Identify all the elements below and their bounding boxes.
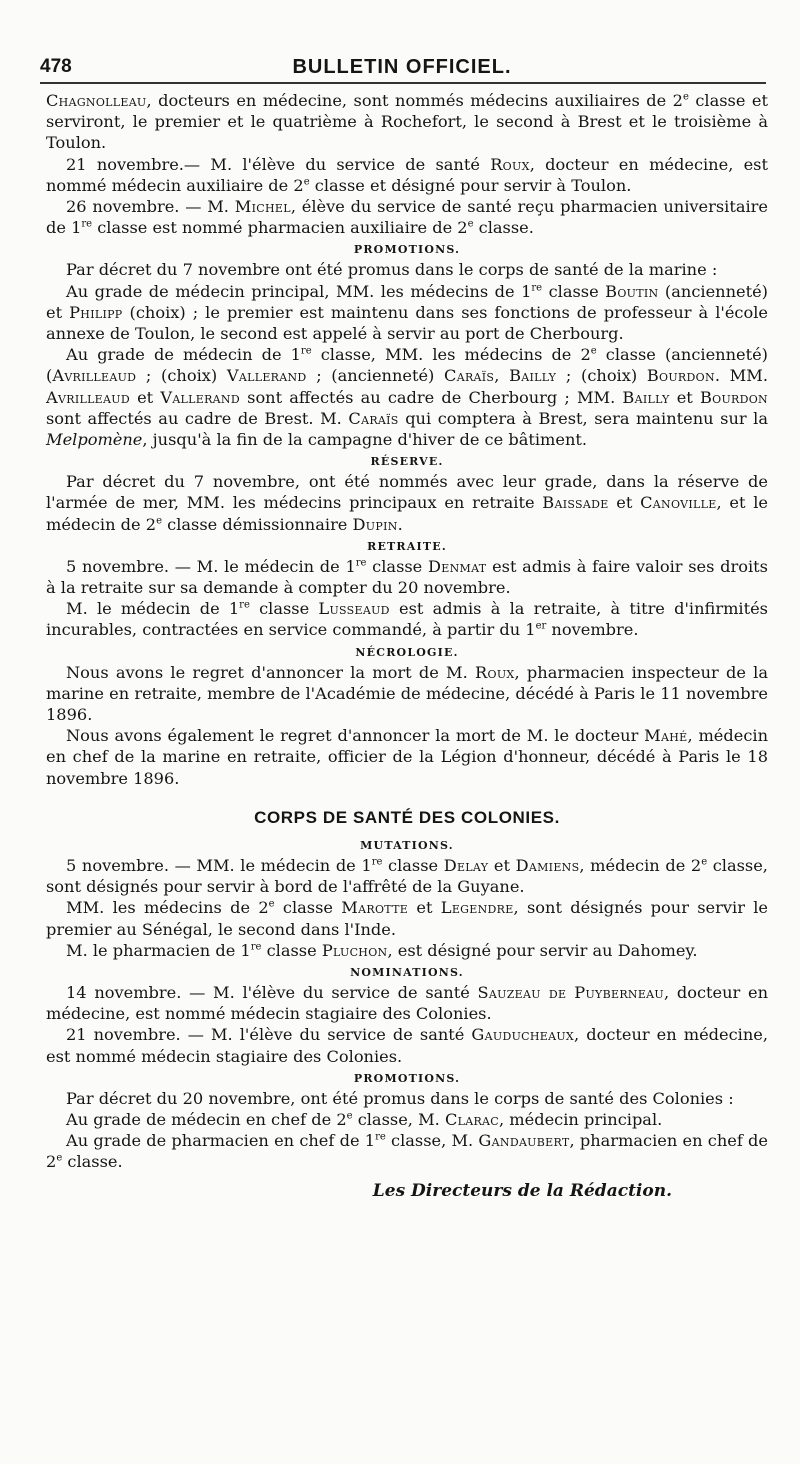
paragraph: 21 novembre.— M. l'élève du service de santé Roux, docteur en médecine, est nommé médecin auxiliaire de 2e classe et désigné pour servir à Toulon. (46, 154, 768, 195)
header-rule (40, 82, 766, 84)
person-name: Marotte (341, 898, 409, 918)
section-heading: PROMOTIONS. (353, 1071, 461, 1085)
person-name: Avrilleaud (52, 366, 137, 386)
person-name: Boutin (605, 281, 659, 301)
person-name: Vallerand (226, 366, 307, 386)
paragraph: 26 novembre. — M. Michel, élève du service de santé reçu pharmacien universitaire de 1re classe est nommé pharmacien auxiliaire de 2e classe. (46, 197, 768, 238)
paragraph: Chagnolleau, docteurs en médecine, sont nommés médecins auxiliaires de 2e classe et serviront, le premier et le quatrième à Rochefort, le second à Brest et le troisième à Toulon. (46, 91, 768, 153)
person-name: Bailly (622, 387, 670, 407)
person-name: Legendre (440, 898, 514, 918)
person-name: Bourdon (699, 387, 768, 407)
person-name: Gandaubert (478, 1131, 570, 1151)
signature: Les Directeurs de la Rédaction. (372, 1180, 672, 1201)
paragraph: M. le pharmacien de 1re classe Pluchon, est désigné pour servir au Dahomey. (66, 940, 698, 960)
paragraph: 5 novembre. — MM. le médecin de 1re classe Delay et Damiens, médecin de 2e classe, sont désignés pour servir à bord de l'affrêté de la Guyane. (46, 855, 768, 897)
paragraph: Nous avons également le regret d'annoncer la mort de M. le docteur Mahé, médecin en chef de la marine en retraite, officier de la Légion d'honneur, décédé à Paris le 18 novembre 1896. (46, 726, 768, 788)
paragraph: Au grade de médecin de 1re classe, MM. les médecins de 2e classe (ancienneté) (Avrilleaud ; (choix) Vallerand ; (ancienneté) Caraïs, Bailly ; (choix) Bourdon. MM. Avrilleaud et Vallerand sont affectés au cadre de Cherbourg ; MM. Bailly et Bourdon sont affectés au cadre de Brest. M. Caraïs qui comptera à Brest, sera maintenu sur la Melpomène, jusqu'à la fin de la campagne d'hiver de ce bâtiment. (46, 345, 769, 450)
section-heading: PROMOTIONS. (353, 243, 461, 257)
paragraph: Au grade de pharmacien en chef de 1re classe, M. Gandaubert, pharmacien en chef de 2e classe. (46, 1131, 768, 1172)
paragraph: Par décret du 7 novembre ont été promus dans le corps de santé de la marine : (66, 260, 718, 280)
person-name: Damiens (515, 855, 580, 875)
paragraph: MM. les médecins de 2e classe Marotte et Legendre, sont désignés pour servir le premier au Sénégal, le second dans l'Inde. (46, 898, 768, 939)
paragraph: Nous avons le regret d'annoncer la mort de M. Roux, pharmacien inspecteur de la marine en retraite, membre de l'Académie de médecine, décédé à Paris le 11 novembre 1896. (46, 662, 769, 725)
person-name: Pluchon (321, 940, 388, 960)
person-name: Avrilleaud (46, 387, 130, 407)
paragraph: M. le médecin de 1re classe Lusseaud est admis à la retraite, à titre d'infirmités incurables, contractées en service commandé, à partir du 1er novembre. (46, 599, 768, 640)
paragraph: Par décret du 7 novembre, ont été nommés avec leur grade, dans la réserve de l'armée de mer, MM. les médecins principaux en retraite Baissade et Canoville, et le médecin de 2e classe démissionnaire Dupin. (46, 472, 768, 534)
person-name: Philipp (69, 302, 123, 322)
section-heading: RETRAITE. (367, 539, 447, 553)
person-name: Vallerand (160, 387, 240, 407)
paragraph: Par décret du 20 novembre, ont été promus dans le corps de santé des Colonies : (66, 1088, 734, 1108)
person-name: Michel (234, 197, 291, 217)
section-heading: NÉCROLOGIE. (355, 645, 459, 659)
person-name: Gauducheaux (471, 1025, 575, 1045)
running-title: BULLETIN OFFICIEL. (292, 56, 512, 78)
paragraph: Au grade de médecin principal, MM. les médecins de 1re classe Boutin (ancienneté) et Philipp (choix) ; le premier est maintenu dans ses fonctions de professeur à l'école annexe de Toulon, le second est appelé à servir au port de Cherbourg. (46, 281, 768, 344)
person-name: Bourdon (646, 366, 715, 386)
person-name: Canoville (640, 493, 717, 513)
person-name: Dupin (352, 514, 398, 534)
person-name: Caraïs (444, 366, 495, 386)
person-name: Roux (475, 662, 515, 682)
person-name: Bailly (509, 366, 557, 386)
person-name: Mahé (644, 726, 688, 746)
person-name: Caraïs (348, 408, 399, 428)
person-name: Delay (443, 855, 489, 875)
chapter-heading: CORPS DE SANTÉ DES COLONIES. (254, 807, 560, 827)
page-number: 478 (40, 56, 72, 77)
page-header (40, 56, 764, 84)
person-name: Sauzeau de Puyberneau (477, 982, 664, 1002)
paragraph: 14 novembre. — M. l'élève du service de santé Sauzeau de Puyberneau, docteur en médecine, est nommé médecin stagiaire des Colonies. (46, 982, 768, 1024)
section-heading: MUTATIONS. (360, 838, 454, 852)
section-heading: RÉSERVE. (370, 455, 444, 469)
ship-name: Melpomène (46, 430, 143, 450)
person-name: Lusseaud (318, 599, 390, 619)
page-body (46, 90, 768, 1202)
paragraph: Au grade de médecin en chef de 2e classe, M. Clarac, médecin principal. (66, 1109, 663, 1129)
paragraph: 5 novembre. — M. le médecin de 1re classe Denmat est admis à faire valoir ses droits à la retraite sur sa demande à compter du 20 novembre. (46, 556, 768, 598)
section-heading: NOMINATIONS. (350, 965, 464, 979)
paragraph: 21 novembre. — M. l'élève du service de santé Gauducheaux, docteur en médecine, est nommé médecin stagiaire des Colonies. (46, 1025, 768, 1066)
person-name: Chagnolleau (46, 91, 147, 110)
person-name: Denmat (427, 556, 487, 576)
person-name: Roux (490, 154, 530, 174)
person-name: Clarac (444, 1109, 500, 1129)
person-name: Baissade (542, 493, 609, 513)
